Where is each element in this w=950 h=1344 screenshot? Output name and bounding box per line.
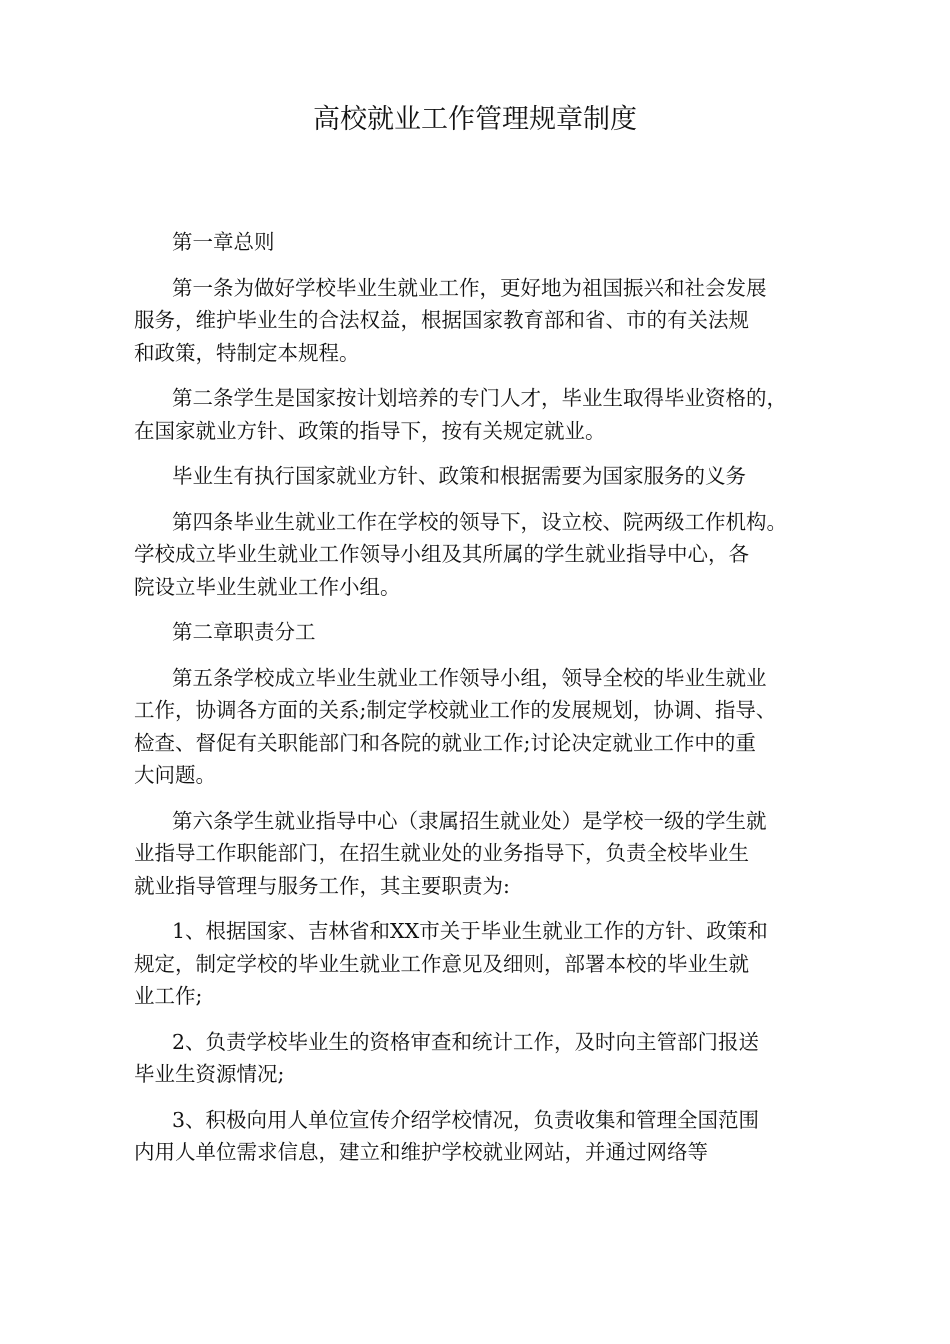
paragraph-line: 毕业生有执行国家就业方针、政策和根据需要为国家服务的义务: [172, 464, 746, 488]
article-paragraph: [134, 662, 834, 792]
paragraph-line: 检查、督促有关职能部门和各院的就业工作;讨论决定就业工作中的重: [134, 730, 756, 755]
paragraph-line: 2、负责学校毕业生的资格审查和统计工作，及时向主管部门报送: [172, 1029, 760, 1054]
paragraph-line: 第二章职责分工: [172, 620, 316, 644]
paragraph-line: 在国家就业方针、政策的指导下，按有关规定就业。: [134, 418, 606, 443]
paragraph-line: 规定，制定学校的毕业生就业工作意见及细则，部署本校的毕业生就: [134, 951, 749, 976]
article-paragraph: [134, 382, 834, 447]
article-paragraph: [134, 460, 834, 493]
paragraph-line: 第一条为做好学校毕业生就业工作，更好地为祖国振兴和社会发展: [172, 275, 767, 300]
paragraph-line: 3、积极向用人单位宣传介绍学校情况，负责收集和管理全国范围: [172, 1107, 760, 1132]
paragraph-line: 业工作;: [134, 984, 203, 1008]
paragraph-line: 毕业生资源情况;: [134, 1062, 285, 1086]
paragraph-line: 就业指导管理与服务工作，其主要职责为:: [134, 873, 510, 898]
paragraph-line: 第五条学校成立毕业生就业工作领导小组，领导全校的毕业生就业: [172, 665, 767, 690]
paragraph-line: 第一章总则: [172, 230, 275, 254]
paragraph-line: 和政策，特制定本规程。: [134, 340, 360, 365]
document-body: [134, 226, 834, 1182]
paragraph-line: 院设立毕业生就业工作小组。: [134, 574, 401, 599]
paragraph-line: 第六条学生就业指导中心（隶属招生就业处）是学校一级的学生就: [172, 808, 767, 833]
paragraph-line: 第二条学生是国家按计划培养的专门人才，毕业生取得毕业资格的，: [172, 386, 787, 410]
paragraph-line: 工作，协调各方面的关系;制定学校就业工作的发展规划，协调、指导、: [134, 698, 777, 722]
document-title: 高校就业工作管理规章制度: [313, 104, 637, 135]
paragraph-line: 内用人单位需求信息，建立和维护学校就业网站，并通过网络等: [134, 1140, 708, 1164]
chapter-heading: [134, 226, 834, 259]
paragraph-line: 业指导工作职能部门，在招生就业处的业务指导下，负责全校毕业生: [134, 841, 749, 865]
paragraph-line: 服务，维护毕业生的合法权益，根据国家教育部和省、市的有关法规: [134, 308, 749, 332]
chapter-heading: [134, 616, 834, 649]
paragraph-line: 学校成立毕业生就业工作领导小组及其所属的学生就业指导中心，各: [134, 542, 749, 566]
list-item-paragraph: [134, 1104, 834, 1169]
paragraph-line: 第四条毕业生就业工作在学校的领导下，设立校、院两级工作机构。: [172, 509, 787, 534]
article-paragraph: [134, 506, 834, 604]
article-paragraph: [134, 805, 834, 903]
list-item-paragraph: [134, 1026, 834, 1091]
article-paragraph: [134, 272, 834, 370]
paragraph-line: 1、根据国家、吉林省和XX市关于毕业生就业工作的方针、政策和: [172, 919, 768, 943]
list-item-paragraph: [134, 915, 834, 1013]
paragraph-line: 大问题。: [134, 763, 216, 787]
